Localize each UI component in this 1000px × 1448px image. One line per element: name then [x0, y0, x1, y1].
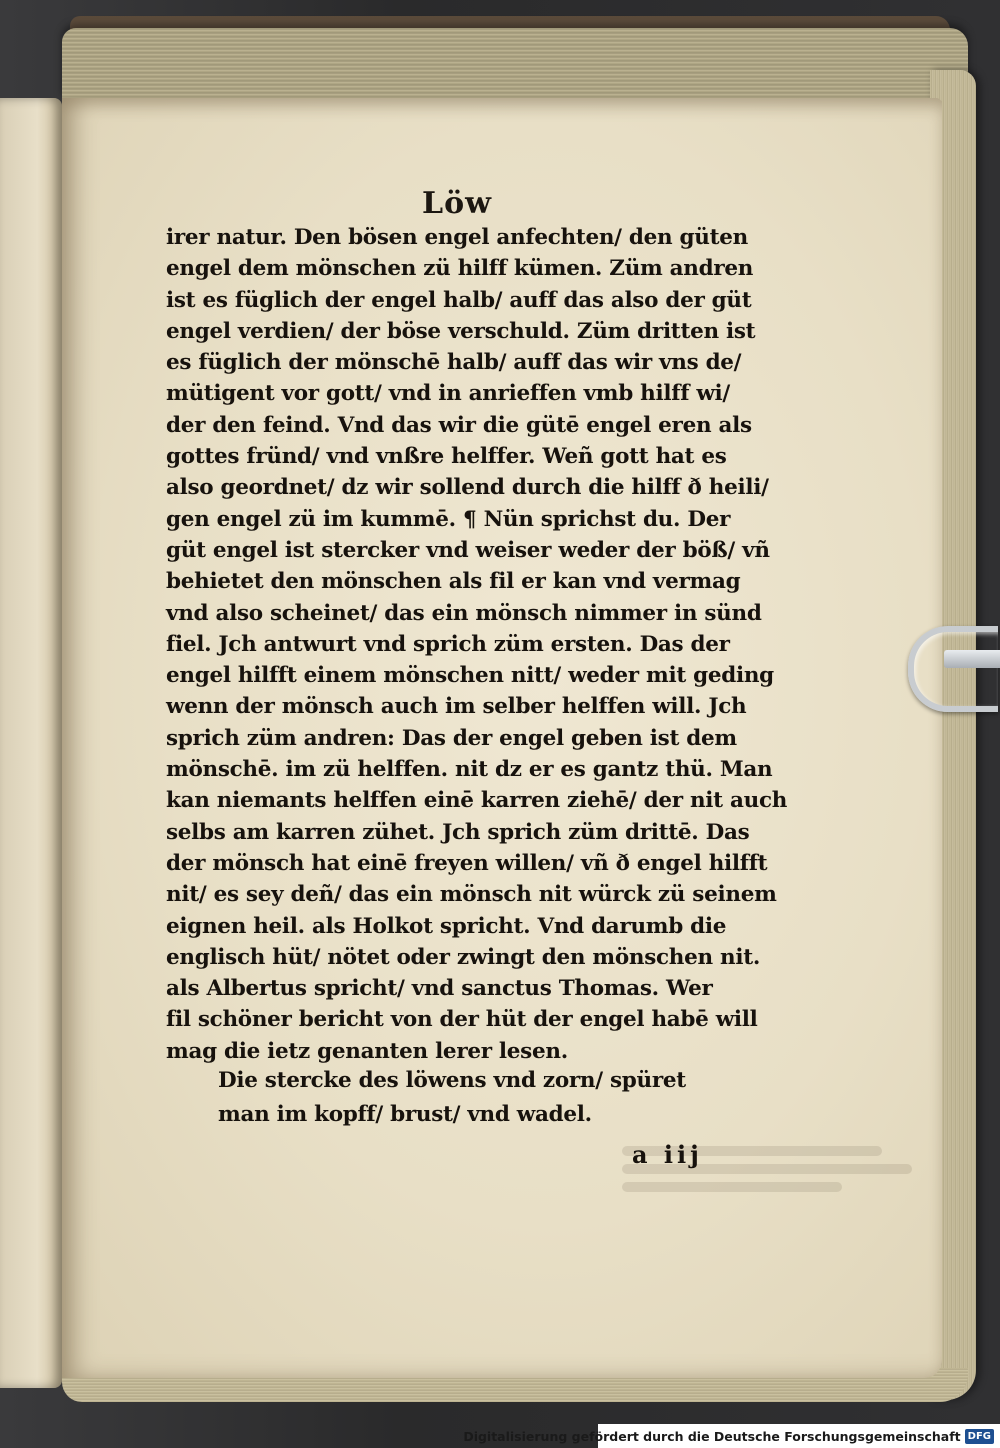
- facing-page-edge: [0, 98, 62, 1388]
- text-line: eignen heil. als Holkot spricht. Vnd darumb die: [166, 913, 727, 939]
- text-line: nit/ es sey deñ/ das ein mönsch nit würck zü seinem: [166, 882, 777, 908]
- clip-loop: [908, 626, 998, 712]
- text-line: gottes fründ/ vnd vnßre helffer. Weñ gott hat es: [166, 444, 727, 470]
- text-line: vnd also scheinet/ das ein mönsch nimmer in sünd: [166, 600, 762, 626]
- text-line: also geordnet/ dz wir sollend durch die hilff ð heili/: [166, 475, 769, 501]
- text-line: gen engel zü im kummē. ¶ Nün sprichst du. Der: [166, 506, 731, 532]
- text-line: sprich züm andren: Das der engel geben ist dem: [166, 725, 737, 751]
- clip-bar: [944, 650, 1000, 668]
- text-line: der den feind. Vnd das wir die gütē engel eren als: [166, 412, 752, 438]
- footer-credit-text: Digitalisierung gefördert durch die Deutsche Forschungsgemeinschaft: [463, 1428, 961, 1444]
- text-line: irer natur. Den bösen engel anfechten/ den güten: [166, 225, 748, 250]
- text-line: mag die ietz genanten lerer lesen.: [166, 1038, 568, 1064]
- footer-credit-bar: [463, 1424, 1000, 1448]
- text-line: es füglich der mönschē halb/ auff das wir vns de/: [166, 350, 742, 376]
- text-line: englisch hüt/ nötet oder zwingt den mönschen nit.: [166, 944, 761, 970]
- text-line: fil schöner bericht von der hüt der engel habē will: [166, 1007, 758, 1033]
- page-headword: Löw: [422, 186, 492, 221]
- text-line: mütigent vor gott/ vnd in anrieffen vmb hilff wi/: [166, 381, 730, 407]
- text-line: engel verdien/ der böse verschuld. Züm dritten ist: [166, 318, 756, 344]
- text-line: ist es füglich der engel halb/ auff das also der güt: [166, 287, 752, 313]
- text-line: kan niemants helffen einē karren ziehē/ der nit auch: [166, 788, 788, 814]
- caption-line: man im kopff/ brust/ vnd wadel.: [218, 1102, 592, 1127]
- text-line: güt engel ist stercker vnd weiser weder der böß/ vñ: [166, 537, 770, 563]
- text-line: engel dem mönschen zü hilff kümen. Züm andren: [166, 256, 754, 282]
- text-line: fiel. Jch antwurt vnd sprich züm ersten. Das der: [166, 631, 730, 657]
- caption-block: [218, 1064, 686, 1132]
- signature-mark: a iij: [632, 1140, 703, 1169]
- text-line: wenn der mönsch auch im selber helffen will. Jch: [166, 694, 747, 720]
- page-clip: [908, 626, 1000, 704]
- text-line: behietet den mönschen als fil er kan vnd vermag: [166, 569, 741, 595]
- text-line: selbs am karren zühet. Jch sprich züm drittē. Das: [166, 819, 750, 845]
- text-line: mönschē. im zü helffen. nit dz er es gantz thü. Man: [166, 757, 773, 783]
- dfg-logo: DFG: [965, 1429, 994, 1444]
- caption-line: Die stercke des löwens vnd zorn/ spüret: [218, 1068, 686, 1093]
- body-text-block: [166, 222, 788, 1067]
- text-line: der mönsch hat einē freyen willen/ vñ ð engel hilfft: [166, 850, 768, 876]
- text-line: engel hilfft einem mönschen nitt/ weder mit geding: [166, 663, 774, 689]
- page-block-top-edge: [62, 28, 968, 100]
- text-line: als Albertus spricht/ vnd sanctus Thomas. Wer: [166, 976, 713, 1002]
